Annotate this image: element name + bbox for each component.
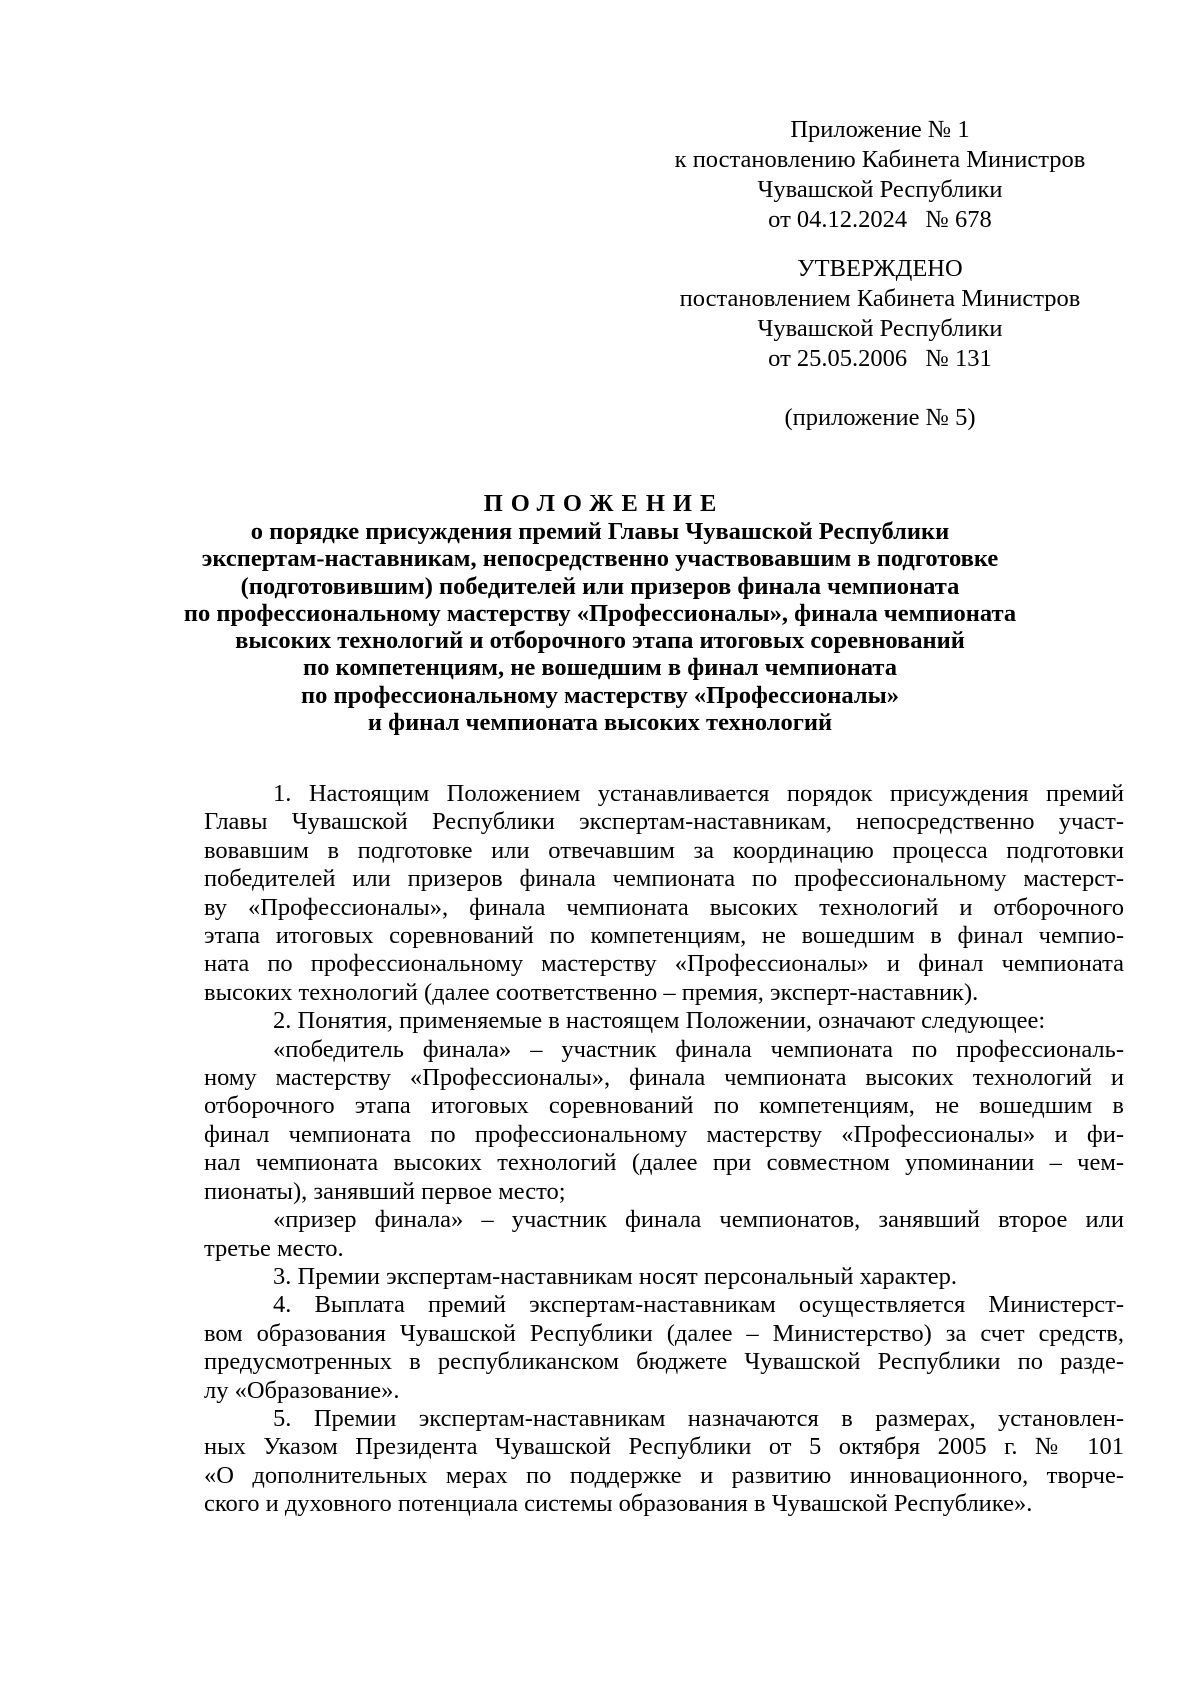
appendix-stamp-line: от 04.12.2024 № 678 (768, 206, 992, 233)
body-line: финал чемпионата по профессиональному мастерству «Профессионалы» и фи- (204, 1120, 1124, 1148)
body-line: Главы Чувашской Республики экспертам-наставникам, непосредственно участ- (204, 808, 1124, 836)
body-line: 4. Выплата премий экспертам-наставникам осуществляется Министерст- (273, 1291, 1124, 1319)
title-line: (подготовившим) победителей или призеров финала чемпионата (240, 572, 960, 600)
appendix-stamp-line: Чувашской Республики (757, 176, 1003, 203)
body-line: пионаты), занявший первое место; (204, 1177, 566, 1205)
appendix-stamp (640, 115, 1120, 235)
body-line: высоких технологий (далее соответственно – премия, эксперт-наставник). (204, 978, 979, 1006)
body-line: 1. Настоящим Положением устанавливается порядок присуждения премий (273, 780, 1124, 807)
title-line: и финал чемпионата высоких технологий (367, 709, 833, 737)
title-line: экспертам-наставникам, непосредственно участвовавшим в подготовке (201, 545, 999, 573)
title-line: по профессиональному мастерству «Профессионалы», финала чемпионата (183, 599, 1017, 627)
body-line: вовавшим в подготовке или отвечавшим за координацию процесса подготовки (204, 836, 1124, 864)
approved-stamp-line: от 25.05.2006 № 131 (768, 345, 992, 372)
approved-note: (приложение № 5) (784, 404, 976, 431)
appendix-stamp-line: к постановлению Кабинета Министров (674, 146, 1086, 173)
body-line: «призер финала» – участник финала чемпионатов, занявший второе или (273, 1206, 1124, 1234)
title-line: по профессиональному мастерству «Профессионалы» (301, 681, 899, 709)
body-line: вом образования Чувашской Республики (далее – Министерство) за счет средств, (204, 1319, 1124, 1347)
body-line: ному мастерству «Профессионалы», финала чемпионата высоких технологий и (204, 1064, 1124, 1092)
approved-stamp-line: УТВЕРЖДЕНО (797, 255, 963, 282)
body-line: «победитель финала» – участник финала чемпионата по профессиональ- (273, 1035, 1124, 1063)
document-title (150, 490, 1050, 736)
body-line: лу «Образование». (204, 1376, 400, 1404)
title-line: по компетенциям, не вошедшим в финал чемпионата (303, 654, 897, 682)
approved-stamp-line: Чувашской Республики (757, 315, 1003, 342)
body-line: отборочного этапа итоговых соревнований по компетенциям, не вошедшим в (204, 1092, 1124, 1120)
title-line: высоких технологий и отборочного этапа итоговых соревнований (235, 627, 965, 655)
body-line: ского и духовного потенциала системы образования в Чувашской Республике». (204, 1490, 1033, 1518)
body-line: ных Указом Президента Чувашской Республики от 5 октября 2005 г. № 101 (204, 1433, 1124, 1461)
title-heading: ПОЛОЖЕНИЕ (483, 490, 725, 517)
approved-stamp-line: постановлением Кабинета Министров (679, 285, 1081, 312)
body-line: 3. Премии экспертам-наставникам носят персональный характер. (273, 1262, 958, 1290)
title-line: о порядке присуждения премий Главы Чувашской Республики (250, 518, 950, 545)
body-line: третье место. (204, 1234, 344, 1262)
body-line: ву «Профессионалы», финала чемпионата высоких технологий и отборочного (204, 893, 1124, 921)
body-line: ната по профессиональному мастерству «Профессионалы» и финал чемпионата (204, 950, 1124, 978)
body-line: «О дополнительных мерах по поддержке и развитию инновационного, творче- (204, 1461, 1124, 1489)
approved-stamp (640, 254, 1120, 374)
body-line: 2. Понятия, применяемые в настоящем Положении, означают следующее: (273, 1007, 1046, 1035)
body-line: этапа итоговых соревнований по компетенциям, не вошедшим в финал чемпио- (204, 922, 1124, 950)
body-line: победителей или призеров финала чемпионата по профессиональному мастерст- (204, 865, 1124, 893)
appendix-stamp-line: Приложение № 1 (790, 116, 970, 143)
body-line: предусмотренных в республиканском бюджете Чувашской Республики по разде- (204, 1348, 1124, 1376)
document-body (204, 780, 1124, 1519)
body-line: нал чемпионата высоких технологий (далее при совместном упоминании – чем- (204, 1149, 1124, 1177)
body-line: 5. Премии экспертам-наставникам назначаются в размерах, установлен- (273, 1404, 1124, 1432)
